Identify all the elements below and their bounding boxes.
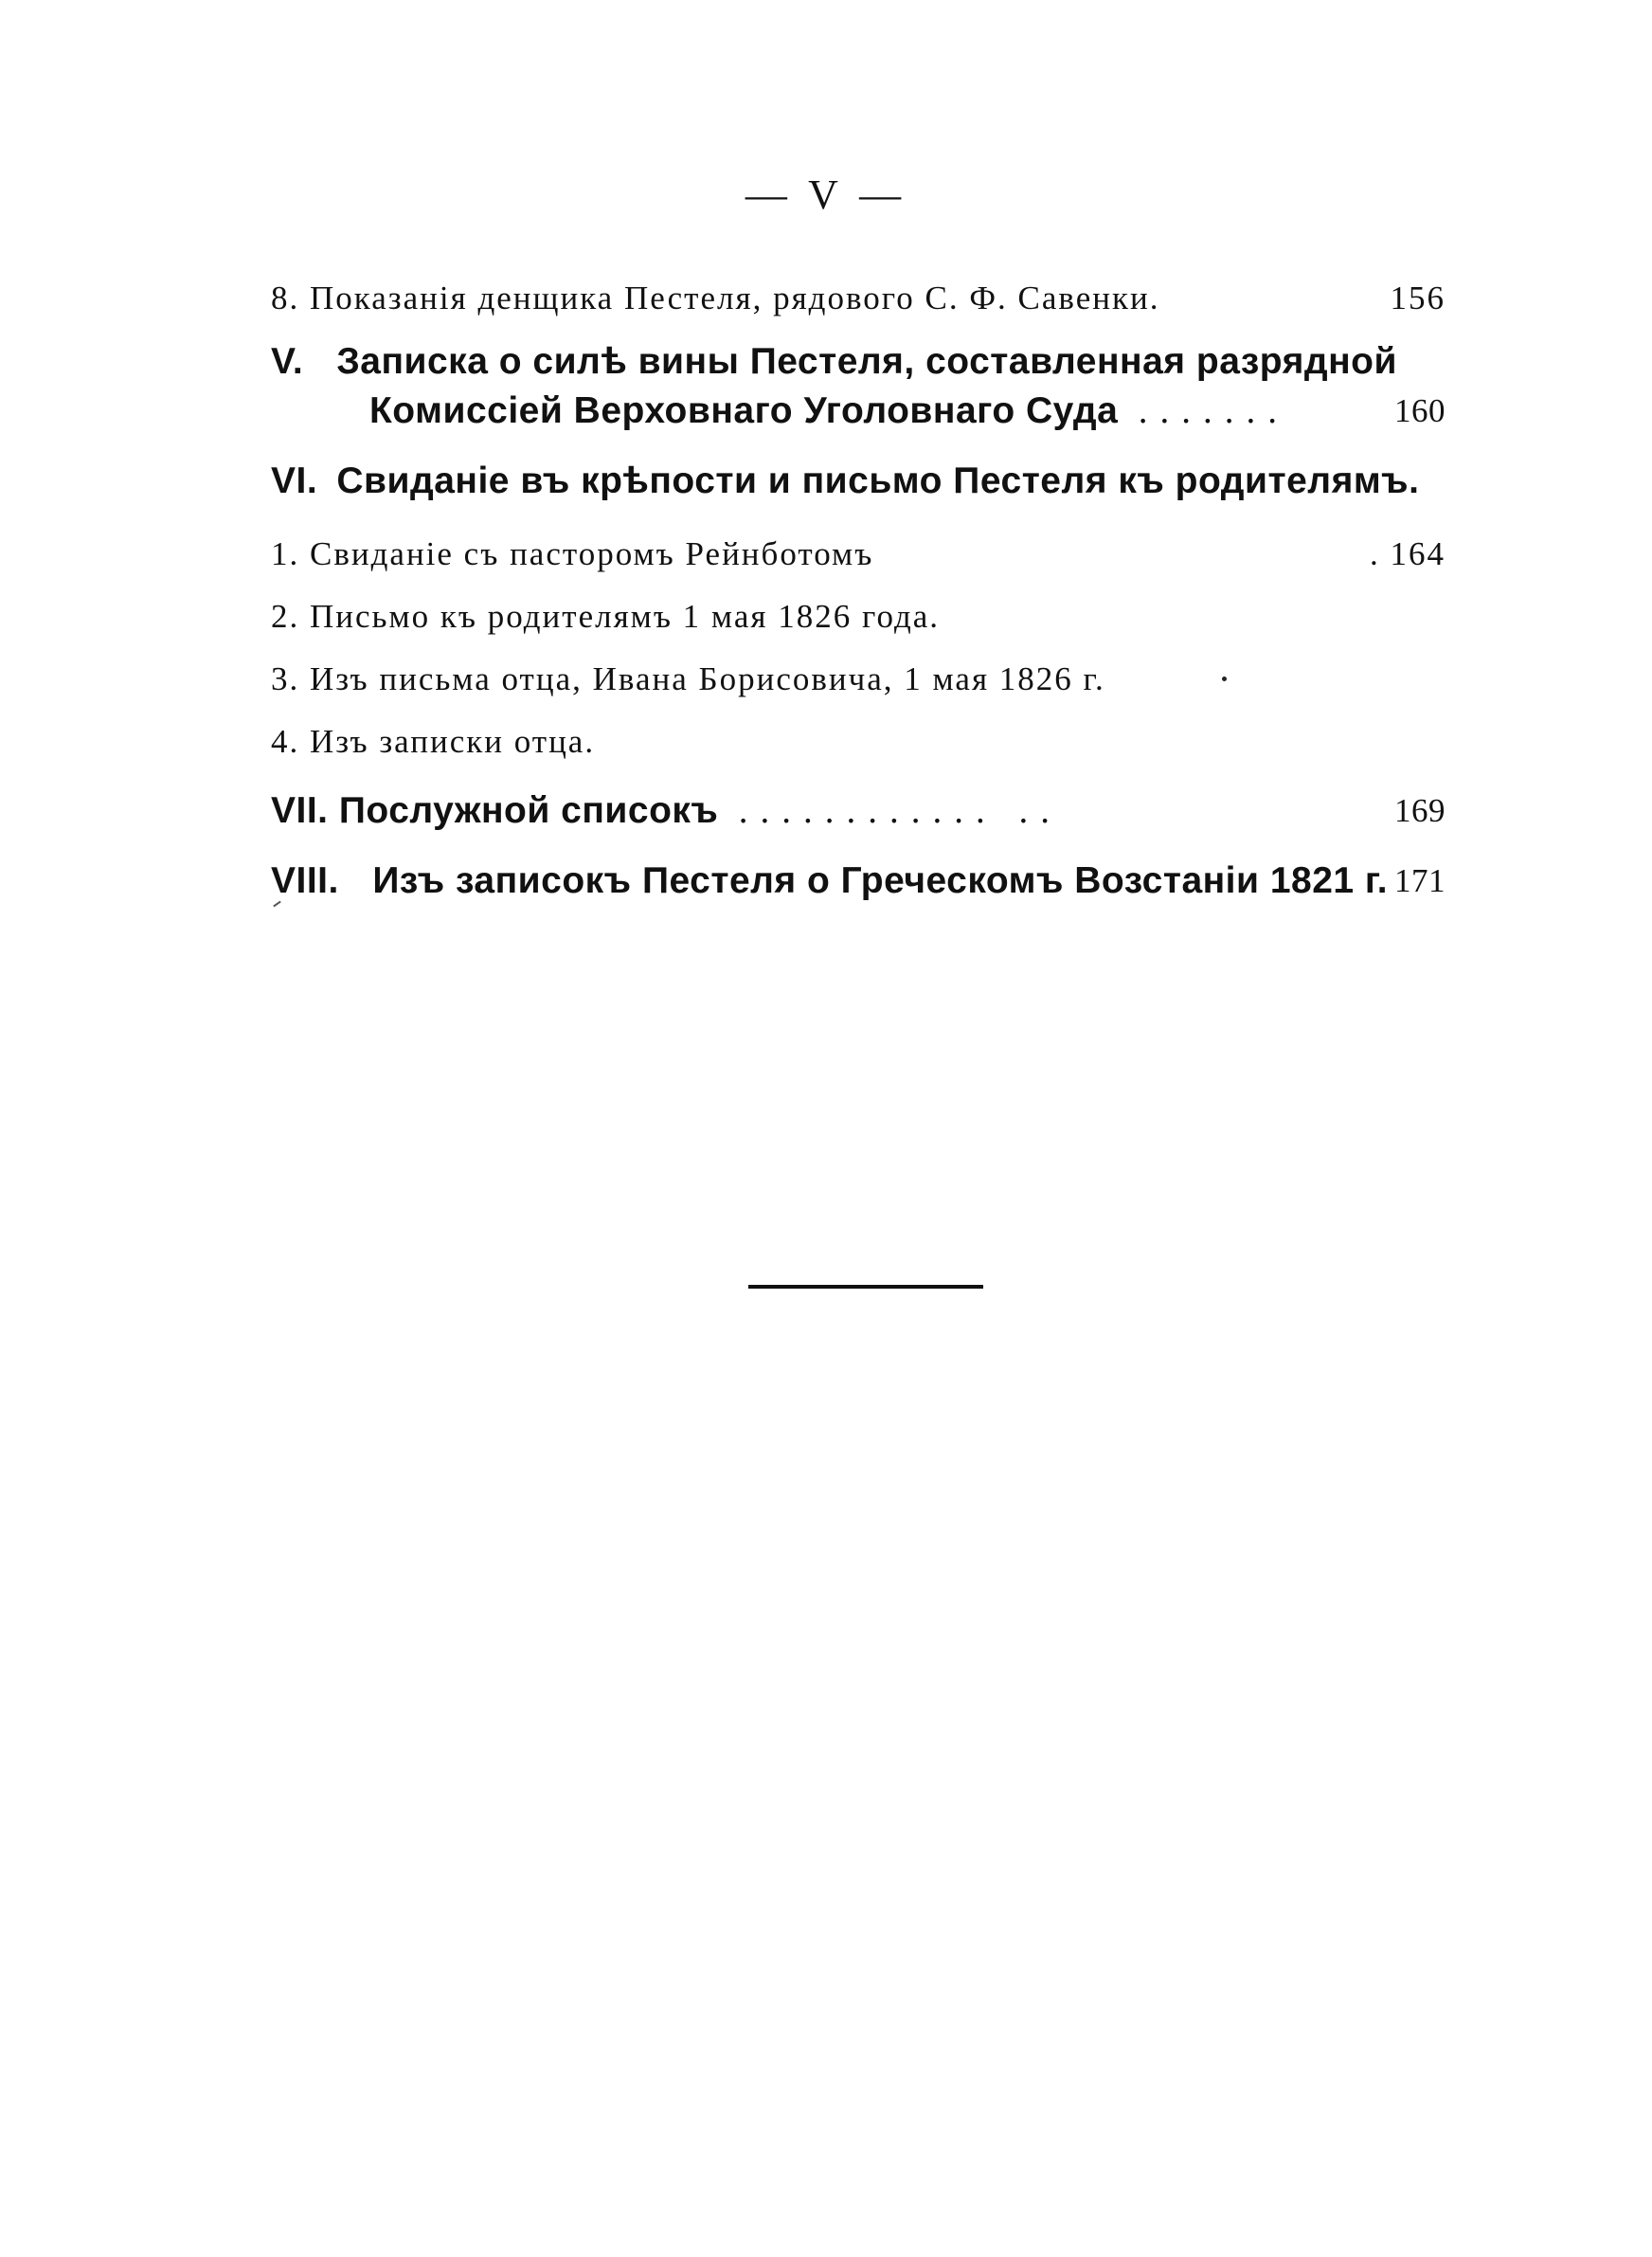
section-number: VIII. [271,860,339,901]
section-number: VII. [271,790,329,831]
toc-section-v [271,337,1446,387]
entry-title: Свиданіе съ пасторомъ Рейнботомъ [310,535,874,572]
toc-section-v-continued [271,387,1446,436]
entry-title: Показанія денщика Пестеля, рядового С. Ф. Савенки. [310,280,1160,316]
entry-number: 4. [271,723,300,760]
toc-entry-1 [271,523,1446,586]
entry-number: 1. [271,535,300,572]
page-number-value: 164 [1390,535,1446,572]
toc-section-vii [271,786,1446,836]
section-title: Свиданіе въ крѣпости и письмо Пестеля къ родителямъ. [336,460,1420,501]
toc-section-viii [271,857,1446,906]
entry-title: Изъ письма отца, Ивана Борисовича, 1 мая 1826 г. [310,660,1105,697]
entry-number: 2. [271,598,300,635]
entry-title: Письмо къ родителямъ 1 мая 1826 года. [310,598,941,635]
entry-number: 3. [271,660,300,697]
dot-leader: ............ .. [738,790,1062,831]
page-number [1370,523,1446,586]
section-number: VI. [271,460,318,501]
toc-entry-4 [271,711,1446,773]
entry-number: 8. [271,280,300,316]
dot-leader: ....... [1138,390,1289,431]
table-of-contents [271,267,1446,906]
page-number: 160 [1394,392,1446,429]
toc-section-vi [271,457,1446,506]
toc-entry-2 [271,586,1446,648]
end-rule [748,1285,983,1289]
page-number: 171 [1394,862,1446,899]
toc-entry-8 [271,267,1446,330]
section-title: Послужной списокъ [338,790,719,831]
print-speck [1222,677,1227,681]
section-title-line1: Записка о силѣ вины Пестеля, составленная разрядной [336,341,1397,382]
section-number: V. [271,341,304,382]
section-title: Изъ записокъ Пестеля о Греческомъ Возстаніи 1821 г. [372,860,1389,901]
toc-entry-3 [271,648,1446,711]
dot-leader: . [1370,535,1380,572]
page-number: 156 [1390,280,1446,316]
section-title-line2: Комиссіей Верховнаго Уголовнаго Суда [369,390,1119,431]
entry-title: Изъ записки отца. [310,723,596,760]
page-number: 169 [1394,792,1446,829]
running-head: — V — [745,172,907,218]
